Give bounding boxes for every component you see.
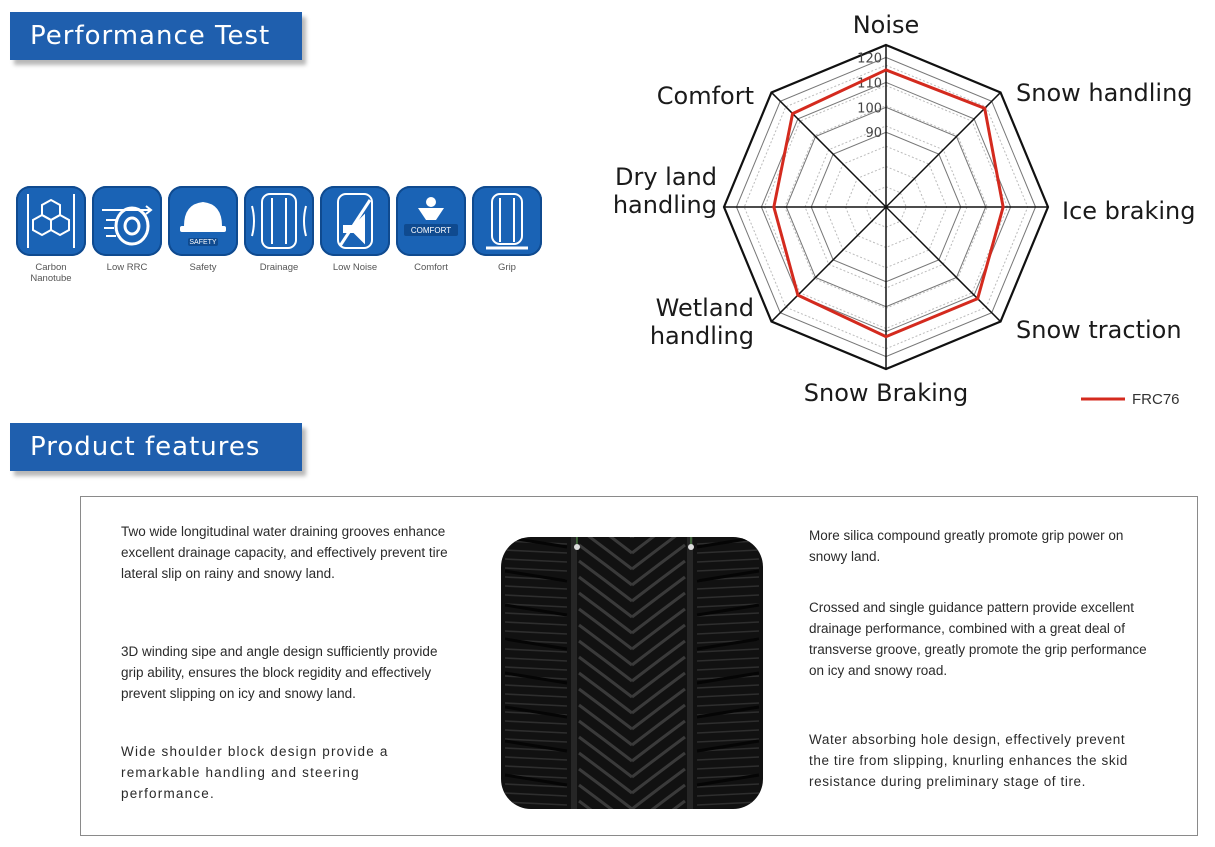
tick-label: 90 — [865, 126, 882, 142]
axis-label: Ice braking — [1062, 197, 1196, 225]
comfort-badge-text: COMFORT — [410, 226, 452, 235]
comfort-icon — [396, 186, 466, 256]
series-point — [791, 112, 794, 115]
groove-marker-left — [574, 544, 580, 550]
icon-cell-comfort — [396, 186, 466, 284]
axis-label: Dry land handling — [612, 163, 717, 219]
series-point — [983, 107, 986, 110]
axis-label: Snow Braking — [803, 379, 969, 407]
product-features-panel — [80, 496, 1198, 836]
axis-label: Wetland handling — [649, 294, 754, 350]
series-point — [772, 206, 775, 209]
icon-cell-carbon-nanotube — [16, 186, 86, 284]
axis-label: Noise — [852, 11, 920, 39]
icon-cell-drainage — [244, 186, 314, 284]
icon-cell-low-noise — [320, 186, 390, 284]
series-point — [796, 294, 799, 297]
icon-label: Low Noise — [332, 262, 378, 273]
icon-label: Comfort — [414, 262, 448, 273]
axis-label: Snow handling — [1016, 79, 1193, 107]
chart-legend — [1081, 391, 1180, 408]
carbon-nanotube-icon — [16, 186, 86, 256]
product-features-header: Product features — [10, 423, 302, 471]
tick-label: 110 — [857, 76, 882, 92]
icon-label: Drainage — [259, 262, 299, 273]
feature-right-1: More silica compound greatly promote grip power on snowy land. — [809, 528, 1124, 564]
grip-icon — [472, 186, 542, 256]
tire-tread-image — [501, 537, 763, 809]
legend-label-frc76: FRC76 — [1132, 391, 1180, 408]
radar-chart — [600, 0, 1215, 420]
icon-label: Carbon Nanotube — [30, 262, 72, 284]
feature-right-3: Water absorbing hole design, effectively prevent the tire from slipping, knurling enhances the skid resistance during preliminary stage of tire. — [809, 732, 1128, 789]
series-point — [885, 335, 888, 338]
performance-test-header: Performance Test — [10, 12, 302, 60]
axis-label: Comfort — [656, 82, 754, 110]
low-noise-icon — [320, 186, 390, 256]
series-point — [1002, 206, 1005, 209]
safety-icon — [168, 186, 238, 256]
axis-label: Snow traction — [1016, 316, 1182, 344]
feature-right-2: Crossed and single guidance pattern provide excellent drainage performance, combined with a great deal of transverse groove, greatly promote the grip performance on icy and snowy road. — [809, 600, 1147, 678]
icon-cell-grip — [472, 186, 542, 284]
feature-left-1: Two wide longitudinal water draining grooves enhance excellent drainage capacity, and effectively prevent tire lateral slip on rainy and snowy land. — [121, 524, 448, 581]
icon-cell-low-rrc — [92, 186, 162, 284]
feature-icons — [16, 186, 542, 284]
tick-label: 120 — [857, 51, 882, 67]
icon-label: Grip — [498, 262, 516, 273]
groove-marker-right — [688, 544, 694, 550]
safety-badge-text: SAFETY — [189, 239, 217, 246]
series-point — [976, 297, 979, 300]
grid-spoke — [886, 92, 1001, 207]
series-point — [885, 68, 888, 71]
icon-label: Low RRC — [106, 262, 148, 273]
icon-cell-safety — [168, 186, 238, 284]
feature-left-2: 3D winding sipe and angle design sufficiently provide grip ability, ensures the block regidity and effectively prevent slipping on icy and snowy land. — [121, 644, 438, 701]
radar-axis-labels — [613, 11, 1196, 407]
low-rrc-icon — [92, 186, 162, 256]
drainage-icon — [244, 186, 314, 256]
feature-left-3: Wide shoulder block design provide a remarkable handling and steering performance. — [121, 744, 389, 801]
tick-label: 100 — [857, 101, 882, 117]
icon-label: Safety — [189, 262, 217, 273]
